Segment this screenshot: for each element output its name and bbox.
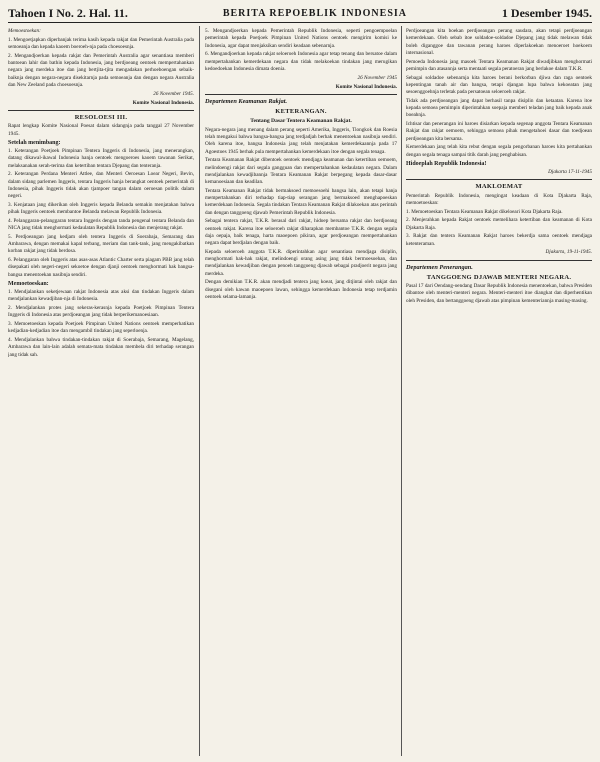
article-subtitle: Tentang Dasar Tentera Keamanan Rakjat.: [250, 117, 352, 124]
column-left: [8, 28, 194, 758]
consideration-item: 1. Keterangan Poetjoek Pimpinan Tentera Inggeris di Indonesia, jang menerangkan, datang dikawal-ikawal Indonesia hanja oentoek mengoeroes kaoem tawanan Serikat, melaksanakan serah-terima dan ketertiban tentara Djepang dan tenteranja.: [8, 148, 194, 169]
article-paragraph: Tentara Keamanan Rakjat tidak bermaksoed memoesoehi bangsa lain, akan tetapi hanja mempertahankan diri terhadap tiap-tiap serangan jang bermaksoed menghapoeskan kemerdekaan Indonesia. Segala tindakan Tentara Keamanan Rakjat dilakoekan atas perintah dan dengan tanggoeng djawab Pemerintah Republik Indonesia.: [205, 187, 397, 216]
decision-item: 3. Memoetoeskan kepada Poetjoek Pimpinan United Nations oentoek memperhatikan kedjadian-kedjadian itoe dan mengambil tindakan jang seperloenja.: [8, 321, 194, 335]
article-date: Djakarta 17-11-1945: [548, 169, 592, 175]
announcement-item: 2. Menjerahkan kepada Rakjat oentoek memelihara ketertiban dan keamanan di Kota Djakarta Raja.: [406, 217, 592, 231]
consideration-item: 5. Perdjoeangan jang kedjam oleh tentera Inggeris di Soerabaja, Semarang dan Ambarawa, dengan memakai kapal terbang, meriam dan tank-tank, jang mengakibatkan korban rakjat jang tidak berdosa.: [8, 233, 194, 255]
page-header: [8, 4, 592, 23]
department-heading: Departemen Keamanan Rakjat.: [205, 98, 288, 105]
memo-item: 1. Mengoetjapkan diperbanjak terima kasih kepada rakjat dan Pemerintah Australia pada semoeanja dan kepada kaoem boeroeh-nja pada choesoesnja.: [8, 36, 194, 50]
consideration-item: 3. Kenjataan jang dikerikan oleh Inggeris kepada Belanda semakin menjatakan bahwa pihak Inggeris oentoek membantoe Belanda melawan Republik Indonesia.: [8, 201, 194, 215]
article-paragraph: Dengan demikian T.K.R. akan mendjadi tentera jang koeat, jang ditjintai oleh rakjat dan disegani oleh kawan maoepoen lawan, sehingga kemerdekaan Indonesia tetap terdjamin oentoek selama-lamanja.: [205, 279, 397, 300]
section-rule: [8, 110, 194, 111]
decision-item: 6. Mengandjoerkan kepada rakjat seloeroeh Indonesia agar tetap tenang dan bersatoe dalam mempertahankan kemerdekaan negara dan tidak melakoekan tindakan jang merugikan kedoedoekan Indonesia dimata doenia.: [205, 51, 397, 72]
article-title: KETERANGAN.: [275, 108, 327, 116]
decision-heading: Memoetoeskan:: [8, 280, 49, 287]
article-closing: Hidoeplah Republik Indonesia!: [406, 160, 487, 167]
consideration-item: 2. Keterangan Perdana Menteri Attlee, dan Menteri Oeroesan Loear Negeri, Bevin, dalam sidang parlemen Inggeris, tentara Inggeris hanja berangkat oentoek pemerintah di Indonesia, pihak Inggeris tidak akan tjampoer tangan dalam oeroesan politik dalam negeri.: [8, 171, 194, 199]
announcement-title: MAKLOEMAT: [475, 183, 523, 191]
resolution-date: 26 November 1945.: [153, 90, 194, 97]
column-middle: [205, 28, 397, 758]
article-paragraph: Pasal 17 dari Oendang-oendang Dasar Republik Indonesia menentoekan, bahwa Presiden dibantoe oleh menteri-menteri negara. Menteri-menteri itoe diangkat dan diperhentikan oleh Presiden, dan bertanggoeng djawab atas pimpinan kementeriannja masing-masing.: [406, 283, 592, 304]
memo-item: 2. Mengandjoerkan kepada rakjat dan Pemerintah Australia agar senantiasa memberi bantoean lahir dan bathin kepada Indonesia, jang berdjoeang oentoek mempertahankan negara jang merdeka itoe dan jang bertjita-tjita mengadakan perhoeboengan sebaik-baiknja dengan negara-negara disekitarnja pada semoeanja dan dengan negara Australia dan New Zeeland pada choesoesnja.: [8, 52, 194, 88]
announcement-date: Djakarta, 19-11-1945.: [545, 249, 592, 256]
department-heading: Departemen Penerangan.: [406, 263, 473, 271]
resolution-intro: Rapat lengkap Komite Nasional Poesat dalam sidangnja pada tanggal 27 November 1945.: [8, 123, 194, 137]
column-right: [406, 28, 592, 758]
article-paragraph: Perdjoeangan kita boekan perdjoeangan perang saudara, akan tetapi perdjoeangan kemerdekaan. Oleh sebab itoe soldadoe-soldadoe Djepang jang tidak melawan tidak boleh diganggoe dan tawanan perang haroes diperlakoekan menoeroet hoekoem internasional.: [406, 28, 592, 56]
article-title: TANGGOENG DJAWAB MENTERI NEGARA.: [426, 273, 572, 281]
article-paragraph: Ichtisar dan penerangan ini haroes disiarkan kepada segenap anggota Tentara Keamanan Rakjat dan rakjat oemoem, sehingga semoea pihak mengetahoei dasar dan toedjoean perdjoeangan kita bersama.: [406, 121, 592, 142]
section-rule: [205, 94, 397, 95]
resolution-title: RESOLOESI III.: [74, 114, 128, 121]
memo-label: Memoestoekan:: [8, 28, 41, 34]
column-divider: [199, 26, 200, 756]
resolution-signature: Komite Nasional Indonesia.: [132, 99, 194, 106]
article-paragraph: Sebagai soldadoe sebenarnja kita haroes berani berkorban djiwa dan raga oentoek kepentingan tanah air dan bangsa, tetapi djangan lupa bahwa kekoeatan jang sesoenggoehnja terletak pada persatoean seloeroeh rakjat.: [406, 74, 592, 95]
article-paragraph: Tentara Keamanan Rakjat dibentoek oentoek mendjaga keamanan dan ketertiban oemoem, melindoengi rakjat dari segala gangguan dan mempertahankan kedaulatan negara. Dalam mendjalankan kewadjibannja Tentara Keamanan Rakjat berpegang kepada dasar-dasar kemanoesiaan dan keadilan.: [205, 157, 397, 185]
resolution-date: 26 November 1945: [357, 74, 397, 81]
section-rule: [406, 260, 592, 261]
announcement-intro: Pemerintah Republik Indonesia, mengingat keadaan di Kota Djakarta Raja, memoetoeskan:: [406, 192, 592, 206]
considering-heading: Setelah menimbang:: [8, 139, 61, 146]
issue-date: 1 Desember 1945.: [501, 5, 592, 20]
article-paragraph: Negara-negara jang menang dalam perang seperti Amerika, Inggeris, Tiongkok dan Roesia telah mengakui bahwa bangsa-bangsa jang terdjadjah berhak menentoekan nasibnja sendiri. Oleh karena itoe, bangsa Indonesia jang telah menjatakan kemerdekaannja pada 17 Agoestoes 1945 berhak pula mempertahankan kemerdekaan itoe dengan segala tenaga.: [205, 126, 397, 155]
announcement-item: 3. Rakjat dan tentera Keamanan Rakjat haroes bekerdja sama oentoek mendjaga ketenteraman.: [406, 233, 592, 247]
article-paragraph: Kepada seloeroeh anggota T.K.R. diperintahkan agar senantiasa mendjaga disiplin, menghormati hak-hak rakjat, melindoengi orang asing jang tidak bermoesoehan, dan mendjalankan kewadjiban dengan penoeh tanggoeng djawab sebagai pradjoerit negara jang merdeka.: [205, 248, 397, 277]
column-divider: [401, 26, 402, 756]
article-paragraph: Tidak ada perdjoeangan jang dapat berhasil tanpa disiplin dan ketaatan. Karena itoe kepada semoea pemimpin diperintahkan soepaja memberi teladan jang baik kepada anak boeahnja.: [406, 97, 592, 119]
section-rule: [406, 179, 592, 180]
consideration-item: 6. Pelanggaran oleh Inggeris atas asas-asas Atlantic Charter serta piagam PBB jang telah disepakati oleh negeri-negeri sekoetoe dengan djanji oentoek menghormati hak bangsa-bangsa menentoekan nasibnja sendiri.: [8, 257, 194, 278]
article-paragraph: Sebagai tentera rakjat, T.K.R. berasal dari rakjat, hidoep bersama rakjat dan berdjoeang oentoek rakjat. Karena itoe seloeroeh rakjat diharapkan membantoe T.K.R. dengan segala daja oepaja, baik tenaga, harta maoepoen pikiran, agar perdjoeangan mempertahankan negara dapat berdjalan dengan baik.: [205, 218, 397, 246]
decision-item: 1. Mendjalankan seketjewaan rakjat Indonesia atas aksi dan tindakan Inggeris dalam mendjalankan kewadjiban-nja di Indonesia.: [8, 289, 194, 303]
publication-title: BERITA REPOEBLIK INDONESIA: [222, 7, 408, 19]
decision-item: 4. Mendjalankan bahwa tindakan-tindakan rakjat di Soerabaja, Semarang, Magelang, Ambarawa dan lain-lain adalah semata-mata tindakan membela diri terhadap serangan jang tidak sah.: [8, 337, 194, 358]
issue-info: Tahoen I No. 2. Hal. 11.: [8, 5, 128, 20]
announcement-item: 1. Memoetoeskan Tentara Keamanan Rakjat dikeloeari Kota Djakarta Raja.: [406, 208, 563, 215]
article-paragraph: Pemoeda Indonesia jang masoek Tentara Keamanan Rakjat diwadjibkan menghormati pemimpin dan atasannja serta mentaati segala peratoeran jang berlakoe dalam T.K.R.: [406, 58, 592, 72]
resolution-signature: Komite Nasional Indonesia.: [335, 83, 397, 90]
article-paragraph: Kemerdekaan jang telah kita rebut dengan segala pengorbanan haroes kita pertahankan dengan segala tenaga sampai titik darah jang penghabisan.: [406, 144, 592, 158]
consideration-item: 4. Pelanggaran-pelanggaran tentara Inggeris dengan tanda pengenal tentara Belanda dan NICA jang tidak menghormati kedaulatan Republik Indonesia dan menjerang rakjat.: [8, 217, 194, 231]
decision-item: 2. Mendjalankan protes jang sekeras-kerasnja kepada Poetjoek Pimpinan Tentera Inggeris di Indonesia atas perdjoeangan jang tidak berperikemanoesiaan.: [8, 305, 194, 319]
decision-item: 5. Mengandjoerkan kepada Pemerintah Republik Indonesia, seperti pengoempoelan pemerintah kepada Poetjoek Pimpinan United Nations oentoek mengirim komisi ke Indonesia, agar dapat menjaksikan sendiri keadaan sebenarnja.: [205, 28, 397, 49]
